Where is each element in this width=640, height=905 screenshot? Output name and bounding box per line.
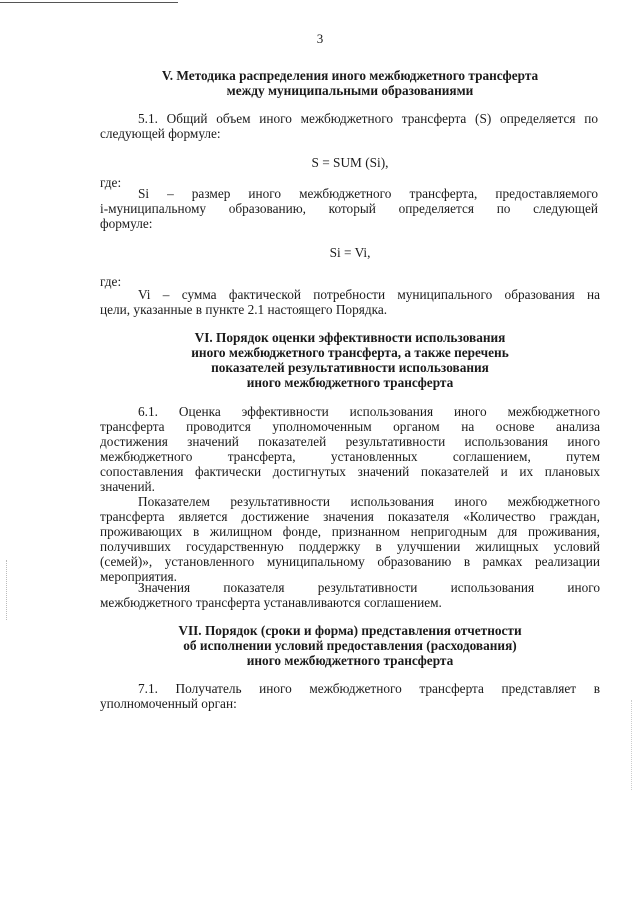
where-label: где: [100,175,122,190]
paragraph-line: межбюджетного трансферта, установленных соглашением, путем [100,449,600,464]
paragraph-line: Показателем результативности использования иного межбюджетного [138,494,600,509]
paragraph-line: значений. [100,479,155,494]
paragraph-line: 6.1. Оценка эффективности использования иного межбюджетного [138,404,600,419]
paragraph-line: трансферта является достижение значения показателя «Количество граждан, [100,509,600,524]
section-6-heading: VI. Порядок оценки эффективности использования иного межбюджетного трансферта, а также перечень показателей результативности использования иного межбюджетного трансферта [191,330,509,390]
paragraph-line: межбюджетного трансферта устанавливаются соглашением. [100,595,442,610]
scan-artifact [631,700,634,790]
paragraph-line: 5.1. Общий объем иного межбюджетного трансферта (S) определяется по [138,111,598,126]
paragraph-line: 7.1. Получатель иного межбюджетного трансферта представляет в [138,681,600,696]
paragraph-line: Значения показателя результативности использования иного [138,580,600,595]
paragraph-line: формуле: [100,216,153,231]
paragraph-line: сопоставления фактически достигнутых значений показателей и их плановых [100,464,600,479]
paragraph-line: следующей формуле: [100,126,221,141]
formula: Si = Vi, [329,245,371,260]
scan-artifact [6,560,9,620]
page-number: 3 [316,31,324,46]
paragraph-line: (семей)», установленного муниципальному образованию в рамках реализации [100,554,600,569]
scan-edge-line [0,2,178,3]
section-5-heading: V. Методика распределения иного межбюджетного трансферта между муниципальными образованиями [161,68,539,98]
paragraph-line: достижения значений показателей результативности использования иного [100,434,600,449]
formula: S = SUM (Si), [311,155,389,170]
paragraph-line: Si – размер иного межбюджетного трансферта, предоставляемого [138,186,598,201]
where-label: где: [100,274,122,289]
paragraph-line: трансферта проводится уполномоченным органом на основе анализа [100,419,600,434]
paragraph-line: Vi – сумма фактической потребности муниципального образования на [138,287,600,302]
paragraph-line: i-муниципальному образованию, который определяется по следующей [100,201,598,216]
paragraph-line: получивших государственную поддержку в улучшении жилищных условий [100,539,600,554]
paragraph-line: проживающих в жилищном фонде, признанном непригодным для проживания, [100,524,600,539]
section-7-heading: VII. Порядок (сроки и форма) представления отчетности об исполнении условий предоставления (расходования) иного межбюджетного трансферта [178,623,522,668]
paragraph-line: цели, указанные в пункте 2.1 настоящего Порядка. [100,302,388,317]
paragraph-line: уполномоченный орган: [100,696,237,711]
paragraph-line: мероприятия. [100,569,177,584]
